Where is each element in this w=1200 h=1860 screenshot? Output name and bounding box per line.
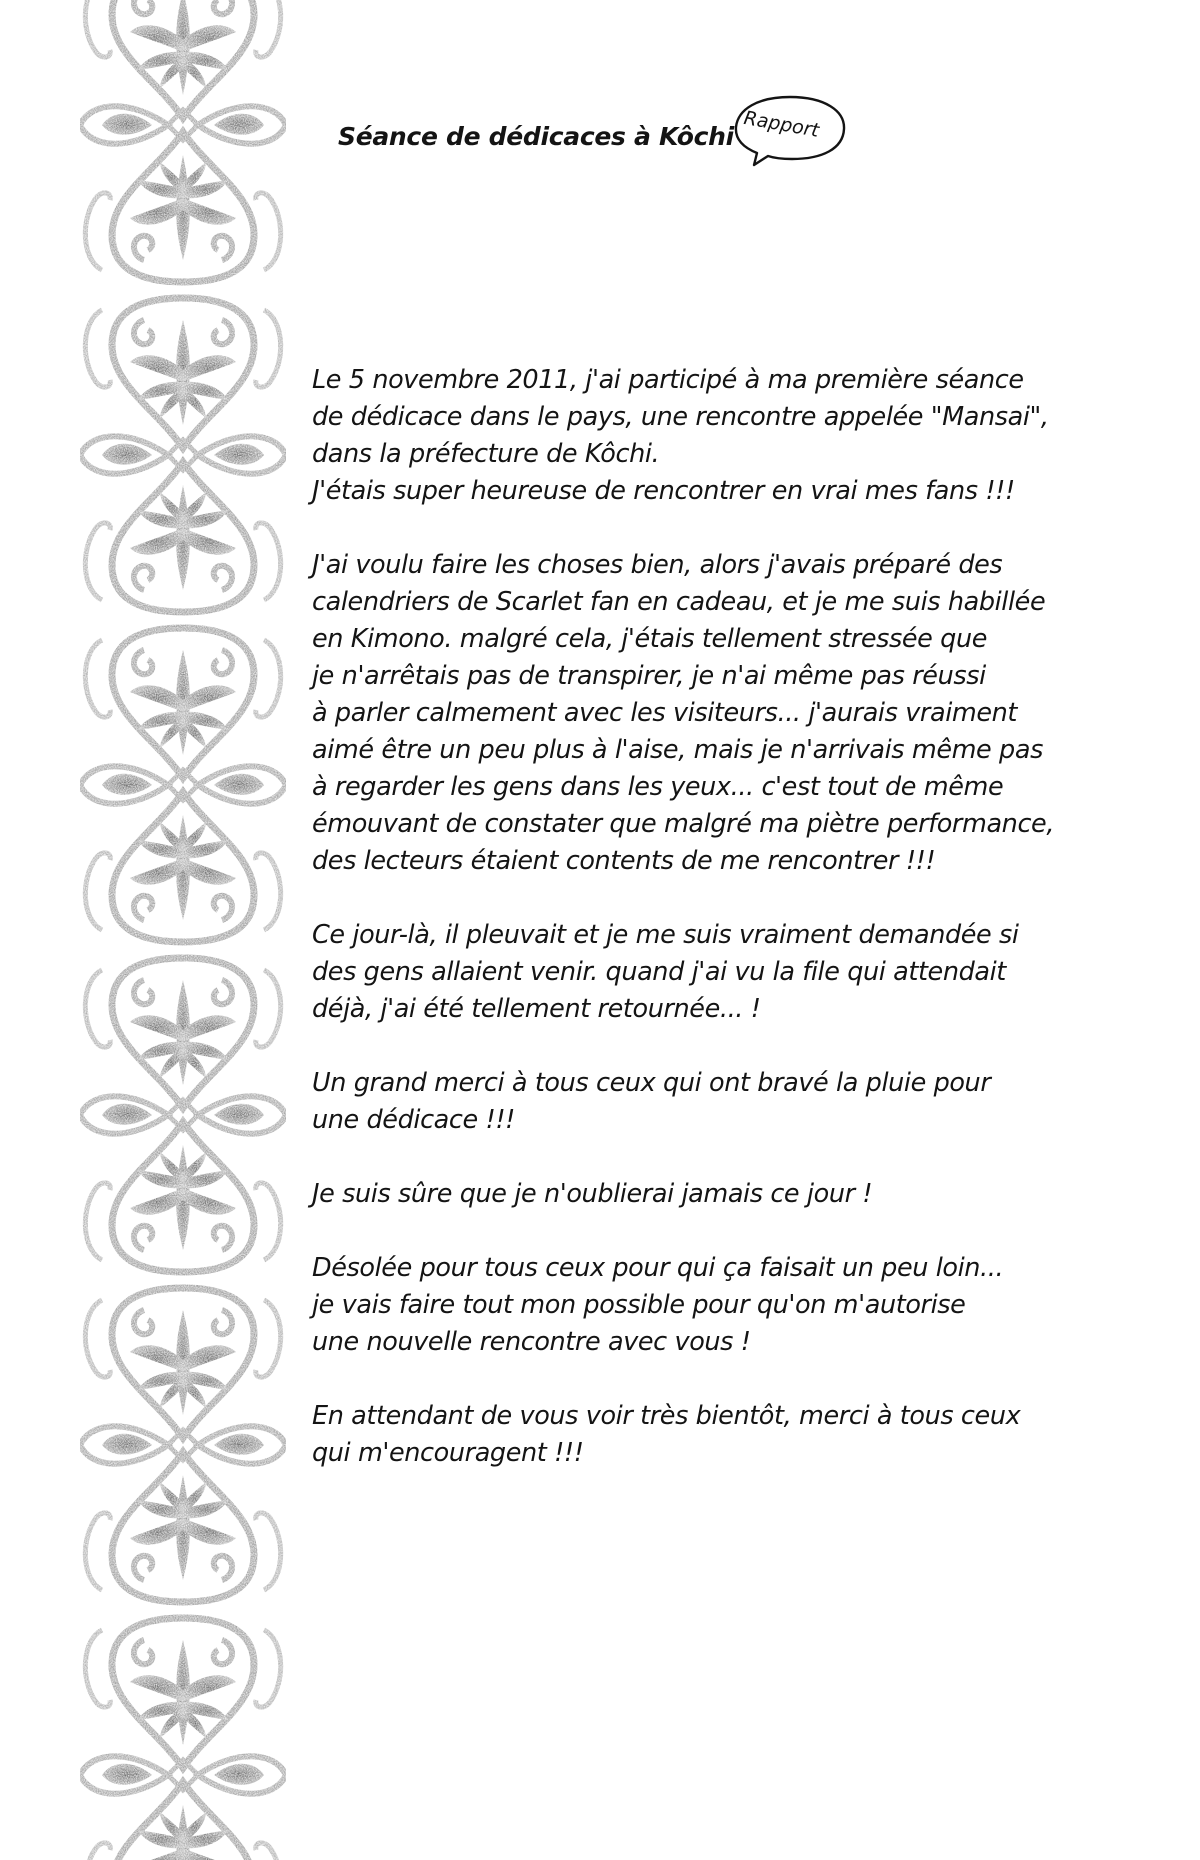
text-line: émouvant de constater que malgré ma piètre performance, xyxy=(312,809,1055,839)
text-line: en Kimono. malgré cela, j'étais tellement stressée que xyxy=(312,624,987,654)
text-line: aimé être un peu plus à l'aise, mais je n'arrivais même pas xyxy=(312,735,1043,765)
page-title: Séance de dédicaces à Kôchi xyxy=(338,122,734,151)
text-line: Un grand merci à tous ceux qui ont bravé la pluie pour xyxy=(312,1068,991,1098)
text-line: En attendant de vous voir très bientôt, merci à tous ceux xyxy=(312,1401,1021,1431)
text-line: déjà, j'ai été tellement retournée... ! xyxy=(312,994,761,1024)
text-line: J'étais super heureuse de rencontrer en vrai mes fans !!! xyxy=(312,476,1015,506)
paragraph xyxy=(312,362,1112,510)
paragraph xyxy=(312,1065,1112,1139)
text-line: Le 5 novembre 2011, j'ai participé à ma première séance xyxy=(312,365,1024,395)
text-line: une dédicace !!! xyxy=(312,1105,515,1135)
text-line: Je suis sûre que je n'oublierai jamais ce jour ! xyxy=(312,1179,873,1209)
text-line: de dédicace dans le pays, une rencontre appelée "Mansai", xyxy=(312,402,1049,432)
text-line: une nouvelle rencontre avec vous ! xyxy=(312,1327,751,1357)
text-line: je n'arrêtais pas de transpirer, je n'ai même pas réussi xyxy=(312,661,986,691)
ornament-motif xyxy=(80,958,286,1272)
text-line: à regarder les gens dans les yeux... c'est tout de même xyxy=(312,772,1004,802)
paragraph xyxy=(312,1176,1112,1213)
ornamental-floral-scroll-border-icon xyxy=(72,0,294,1860)
text-line: J'ai voulu faire les choses bien, alors j'avais préparé des xyxy=(312,550,1003,580)
text-line: je vais faire tout mon possible pour qu'on m'autorise xyxy=(312,1290,966,1320)
paragraph xyxy=(312,1398,1112,1472)
text-line: Désolée pour tous ceux pour qui ça faisait un peu loin... xyxy=(312,1253,1004,1283)
ornament-motif xyxy=(80,1288,286,1602)
text-line: à parler calmement avec les visiteurs... j'aurais vraiment xyxy=(312,698,1017,728)
ornamental-border xyxy=(72,0,294,1860)
ornament-motif xyxy=(80,0,286,282)
rapport-badge-label: Rapport xyxy=(742,107,821,142)
text-line: calendriers de Scarlet fan en cadeau, et je me suis habillée xyxy=(312,587,1046,617)
text-line: Ce jour-là, il pleuvait et je me suis vraiment demandée si xyxy=(312,920,1019,950)
ornament-motif xyxy=(80,298,286,612)
text-line: dans la préfecture de Kôchi. xyxy=(312,439,660,469)
rapport-speech-bubble xyxy=(730,93,850,171)
text-line: qui m'encouragent !!! xyxy=(312,1438,584,1468)
text-line: des gens allaient venir. quand j'ai vu la file qui attendait xyxy=(312,957,1006,987)
paragraph xyxy=(312,1250,1112,1361)
paragraph xyxy=(312,917,1112,1028)
ornament-motif xyxy=(80,1618,286,1860)
text-line: des lecteurs étaient contents de me rencontrer !!! xyxy=(312,846,936,876)
ornament-motif xyxy=(80,628,286,942)
letter-body xyxy=(312,362,1112,1509)
paragraph xyxy=(312,547,1112,880)
